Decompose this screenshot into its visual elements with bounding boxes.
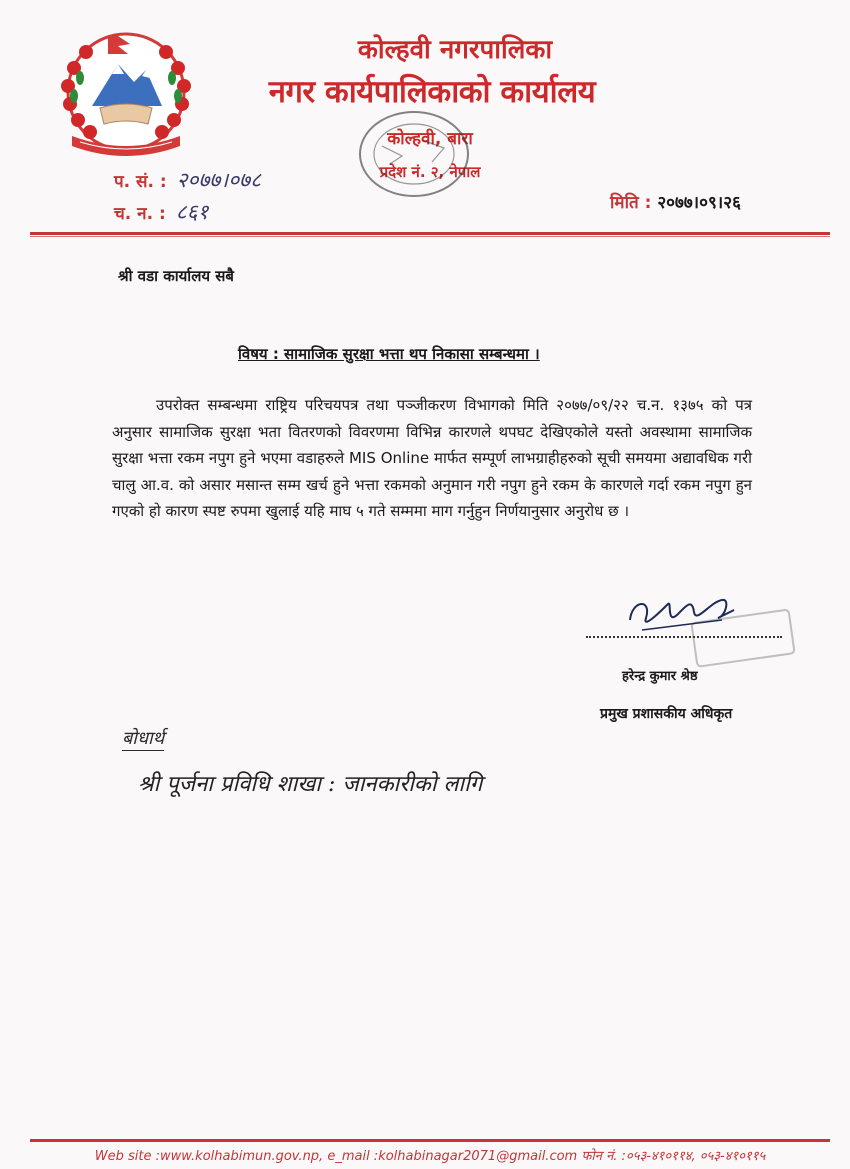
nepal-emblem-icon [50, 28, 202, 160]
subject-line: विषय : सामाजिक सुरक्षा भत्ता थप निकासा सम्बन्धमा । [238, 345, 540, 363]
location-line: कोल्हवी, बारा [387, 129, 473, 149]
signature-line [586, 636, 782, 638]
header-divider-thin [30, 236, 830, 237]
office-title: नगर कार्यपालिकाको कार्यालय [268, 74, 596, 110]
date-label: मिति : [610, 193, 652, 213]
signatory-title: प्रमुख प्रशासकीय अधिकृत [600, 706, 733, 722]
municipality-title: कोल्हवी नगरपालिका [357, 35, 553, 65]
footer-divider [30, 1139, 830, 1142]
patra-sankhya [114, 166, 261, 194]
patra-sankhya-value: २०७७।०७८ [176, 168, 262, 192]
patra-sankhya-label: प. सं. : [114, 172, 167, 192]
date-value: २०७७।०९।२६ [657, 193, 741, 213]
chalani-value: ८६१ [175, 200, 209, 224]
office-stamp-icon [352, 106, 476, 202]
signature-scribble-icon [622, 590, 742, 638]
footer-contact: Web site :www.kolhabimun.gov.np, e_mail :kolhabinagar2071@gmail.com फोन नं. :०५३-४१०११४, ०५३-४१०११५ [94, 1149, 766, 1164]
signatory-name: हरेन्द्र कुमार श्रेष्ठ [622, 669, 698, 684]
letter-date [610, 190, 741, 213]
province-line: प्रदेश नं. २, नेपाल [379, 163, 481, 181]
chalani-label: च. न. : [114, 204, 166, 224]
cc-line: श्री पूर्जना प्रविधि शाखा : जानकारीको लागि [138, 772, 483, 797]
letter-body: उपरोक्त सम्बन्धमा राष्ट्रिय परिचयपत्र तथा पञ्जीकरण विभागको मिति २०७७/०९/२२ च.न. १३७५ को पत्र अनुसार सामाजिक सुरक्षा भता वितरणको विवरणमा विभिन्न कारणले थपघट देखिएकोले यस्तो अवस्थामा सामाजिक सुरक्षा भत्ता रकम नपुग हुने भएमा वडाहरुले MIS Online मार्फत सम्पूर्ण लाभग्राहीहरुको सूची समयमा अद्यावधिक गरी चालु आ.व. को असार मसान्त सम्म खर्च हुने भत्ता रकमको अनुमान गरी नपुग हुने रकम के कारणले गर्दा रकम नपुग हुन गएको हो कारण स्पष्ट रुपमा खुलाई यहि माघ ५ गते सम्ममा माग गर्नुहुन निर्णयानुसार अनुरोध छ । [112, 396, 752, 520]
chalani-number [114, 198, 208, 226]
cc-label: बोधार्थ [122, 728, 165, 749]
header-divider [30, 232, 830, 235]
recipient: श्री वडा कार्यालय सबै [118, 267, 234, 285]
